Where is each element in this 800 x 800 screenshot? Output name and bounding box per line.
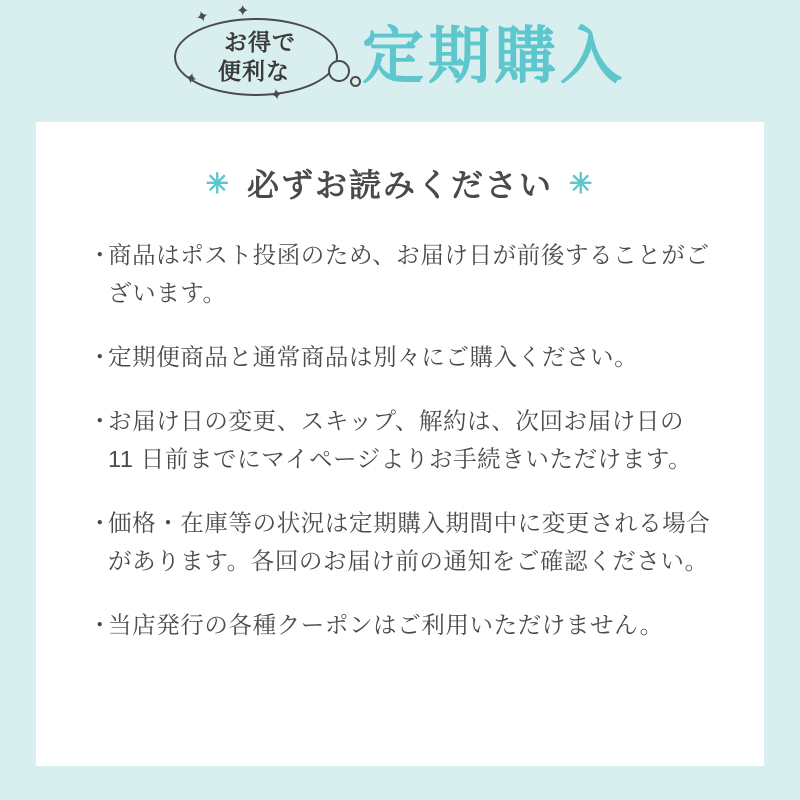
list-item-text: 商品はポスト投函のため、お届け日が前後することがございます。 xyxy=(108,242,710,307)
list-item xyxy=(88,236,712,312)
section-title xyxy=(36,160,764,206)
badge-line-2: 便利な xyxy=(217,58,290,84)
badge-text xyxy=(174,18,338,96)
list-item-text: 価格・在庫等の状況は定期購入期間中に変更される場合があります。各回のお届け前の通知をご確認ください。 xyxy=(108,510,711,575)
asterisk-left-icon: ✳ xyxy=(205,168,231,199)
notes-list xyxy=(88,236,712,645)
sparkle-icon: ✦ xyxy=(193,7,212,28)
bullet-icon: ・ xyxy=(88,510,113,537)
asterisk-right-icon: ✳ xyxy=(569,168,595,199)
sparkle-icon: ✦ xyxy=(268,86,285,105)
badge-tail-small xyxy=(350,76,361,87)
bullet-icon: ・ xyxy=(88,408,113,435)
speech-bubble-badge xyxy=(174,3,344,105)
list-item-text: 当店発行の各種クーポンはご利用いただけません。 xyxy=(108,612,664,639)
page-title: 定期購入 xyxy=(361,19,626,92)
bullet-icon: ・ xyxy=(88,612,113,639)
list-item xyxy=(88,606,712,644)
list-item xyxy=(88,338,712,376)
page-header xyxy=(0,0,800,120)
section-title-label: 必ずお読みください xyxy=(246,167,553,203)
notice-panel xyxy=(36,122,764,766)
badge-line-1: お得で xyxy=(223,28,296,55)
list-item xyxy=(88,402,712,478)
sparkle-icon: ✦ xyxy=(182,69,200,90)
bullet-icon: ・ xyxy=(88,344,113,371)
bullet-icon: ・ xyxy=(88,242,113,268)
list-item-text: お届け日の変更、スキップ、解約は、次回お届け日の 11 日前までにマイページよりお手続きいただけます。 xyxy=(108,408,693,473)
list-item-text: 定期便商品と通常商品は別々にご購入ください。 xyxy=(108,344,639,371)
sparkle-icon: ✦ xyxy=(235,3,250,20)
header-content xyxy=(174,3,626,105)
list-item xyxy=(88,504,712,580)
